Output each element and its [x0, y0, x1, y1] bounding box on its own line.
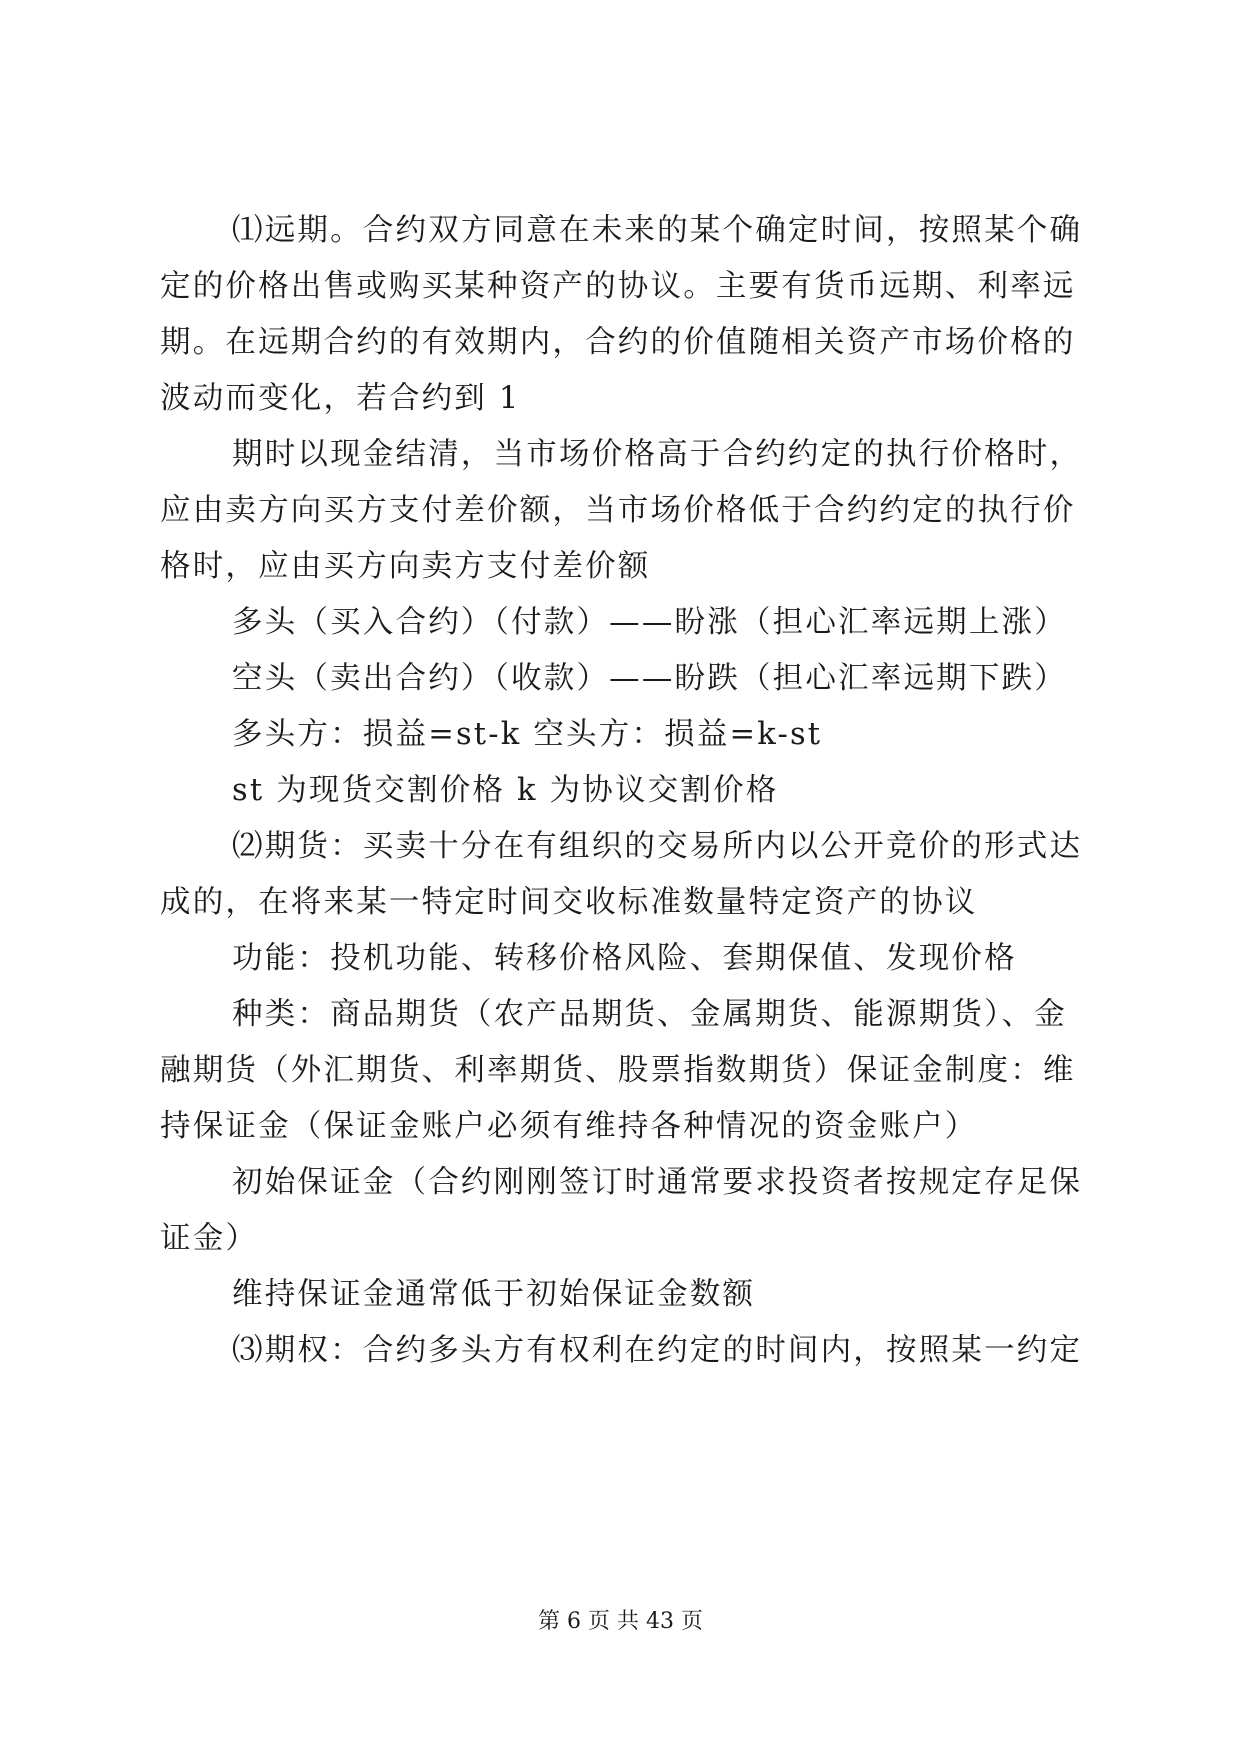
paragraph-line: 种类：商品期货（农产品期货、金属期货、能源期货）、金	[232, 997, 1067, 1032]
paragraph-line: 成的，在将来某一特定时间交收标准数量特定资产的协议	[160, 885, 978, 920]
paragraph-line: 证金）	[160, 1221, 259, 1256]
paragraph-line: ⑵期货：买卖十分在有组织的交易所内以公开竞价的形式达	[232, 829, 1083, 864]
paragraph-line: 应由卖方向买方支付差价额，当市场价格低于合约约定的执行价	[160, 493, 1076, 528]
paragraph-line: 持保证金（保证金账户必须有维持各种情况的资金账户）	[160, 1109, 978, 1144]
paragraph-line: 空头（卖出合约）（收款）——盼跌（担心汇率远期下跌）	[232, 661, 1067, 696]
paragraph-line: 多头（买入合约）（付款）——盼涨（担心汇率远期上涨）	[232, 605, 1067, 640]
paragraph-line: 多头方：损益=st-k 空头方：损益=k-st	[232, 717, 823, 752]
paragraph-line: 期时以现金结清，当市场价格高于合约约定的执行价格时，	[232, 437, 1083, 472]
paragraph-line: 融期货（外汇期货、利率期货、股票指数期货）保证金制度：维	[160, 1053, 1076, 1088]
paragraph-line: 波动而变化，若合约到 1	[160, 381, 521, 416]
paragraph-line: ⑴远期。合约双方同意在未来的某个确定时间，按照某个确	[232, 213, 1083, 248]
paragraph-line: 期。在远期合约的有效期内，合约的价值随相关资产市场价格的	[160, 325, 1076, 360]
paragraph-line: 格时，应由买方向卖方支付差价额	[160, 549, 651, 584]
paragraph-line: 定的价格出售或购买某种资产的协议。主要有货币远期、利率远	[160, 269, 1076, 304]
paragraph-line: ⑶期权：合约多头方有权利在约定的时间内，按照某一约定	[232, 1333, 1083, 1368]
page-number-footer: 第 6 页 共 43 页	[538, 1609, 703, 1634]
paragraph-line: 功能：投机功能、转移价格风险、套期保值、发现价格	[232, 941, 1017, 976]
paragraph-line: st 为现货交割价格 k 为协议交割价格	[232, 773, 779, 808]
paragraph-line: 维持保证金通常低于初始保证金数额	[232, 1277, 756, 1312]
paragraph-line: 初始保证金（合约刚刚签订时通常要求投资者按规定存足保	[232, 1165, 1083, 1200]
